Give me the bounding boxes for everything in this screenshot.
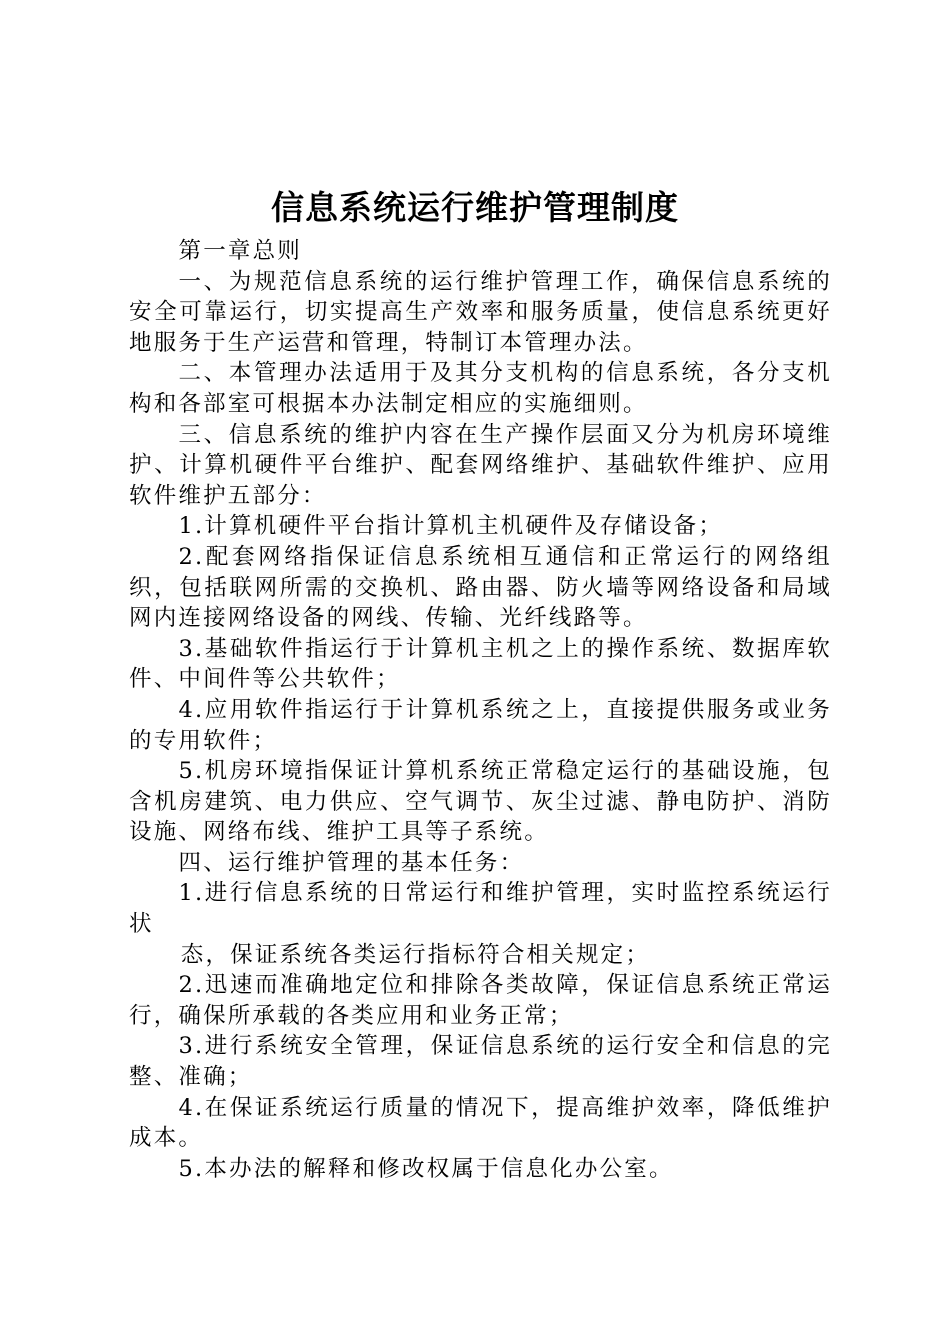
chapter-heading: 第一章总则 xyxy=(178,238,303,264)
list-item-hardware: 1.计算机硬件平台指计算机主机硬件及存储设备； xyxy=(178,513,724,540)
list-item-machine-room: 5.机房环境指保证计算机系统正常稳定运行的基础设施，包含机房建筑、电力供应、空气调节、灰尘过滤、静电防护、消防设施、网络布线、维护工具等子系统。 xyxy=(129,758,832,846)
paragraph-article-4: 四、运行维护管理的基本任务： xyxy=(178,849,525,876)
list-item-network: 2.配套网络指保证信息系统相互通信和正常运行的网络组织，包括联网所需的交换机、路由器、防火墙等网络设备和局域网内连接网络设备的网线、传输、光纤线路等。 xyxy=(129,543,832,632)
list-item-task-1: 1.进行信息系统的日常运行和维护管理，实时监控系统运行状 xyxy=(129,880,832,938)
list-item-application-software: 4.应用软件指运行于计算机系统之上，直接提供服务或业务的专用软件； xyxy=(129,696,832,754)
list-item-task-5: 5.本办法的解释和修改权属于信息化办公室。 xyxy=(178,1155,674,1182)
document-title: 信息系统运行维护管理制度 xyxy=(271,188,679,227)
list-item-task-4: 4.在保证系统运行质量的情况下，提高维护效率，降低维护成本。 xyxy=(129,1094,832,1152)
list-item-base-software: 3.基础软件指运行于计算机主机之上的操作系统、数据库软件、中间件等公共软件； xyxy=(129,635,832,693)
paragraph-article-1: 一、为规范信息系统的运行维护管理工作，确保信息系统的安全可靠运行，切实提高生产效率和服务质量，使信息系统更好地服务于生产运营和管理，特制订本管理办法。 xyxy=(129,268,832,356)
paragraph-article-2: 二、本管理办法适用于及其分支机构的信息系统，各分支机构和各部室可根据本办法制定相应的实施细则。 xyxy=(129,360,832,417)
document-body xyxy=(129,236,832,1184)
list-item-task-3: 3.进行系统安全管理，保证信息系统的运行安全和信息的完整、准确； xyxy=(129,1033,832,1091)
list-item-task-1-continued: 态，保证系统各类运行指标符合相关规定； xyxy=(180,941,651,968)
list-item-task-2: 2.迅速而准确地定位和排除各类故障，保证信息系统正常运行，确保所承载的各类应用和业务正常； xyxy=(129,972,832,1029)
paragraph-article-3: 三、信息系统的维护内容在生产操作层面又分为机房环境维护、计算机硬件平台维护、配套网络维护、基础软件维护、应用软件维护五部分： xyxy=(129,421,832,509)
